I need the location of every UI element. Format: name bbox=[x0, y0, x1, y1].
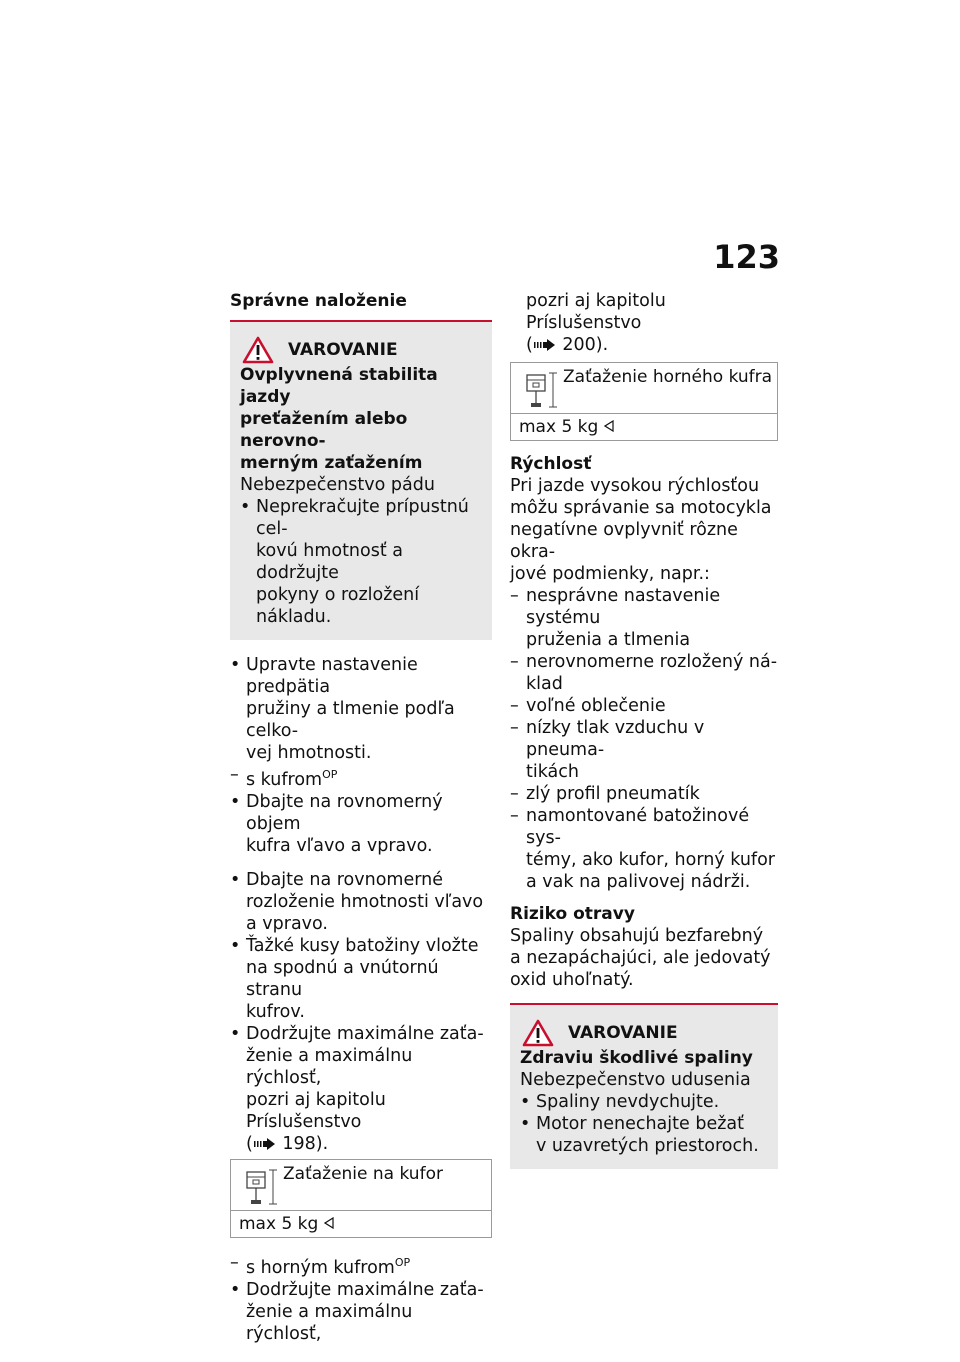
item-line: témy, ako kufor, horný kufor bbox=[526, 850, 775, 870]
text-line: jové podmienky, napr.: bbox=[510, 564, 710, 584]
poison-text bbox=[510, 925, 778, 991]
spec-value bbox=[231, 1211, 491, 1237]
warning-bullet: • Motor nenechajte bežať v uzavretých priestoroch. bbox=[520, 1113, 768, 1157]
item-line: pružiny a tlmenie podľa celko- bbox=[246, 699, 455, 741]
text-line: Spaliny obsahujú bezfarebný bbox=[510, 926, 764, 946]
warning-triangle-icon bbox=[242, 336, 274, 364]
condition-item: – nízky tlak vzduchu v pneuma- tikách bbox=[510, 717, 778, 783]
page-reference[interactable]: ( 200). bbox=[526, 335, 609, 355]
list-item: • Ťažké kusy batožiny vložte na spodnú a vnútornú stranu kufrov. bbox=[230, 935, 492, 1023]
spec-label: Zaťaženie na kufor bbox=[283, 1163, 443, 1184]
bullet-line: Neprekračujte prípustnú cel- bbox=[256, 497, 469, 539]
condition-item: – voľné oblečenie bbox=[510, 695, 778, 717]
item-line: vej hmotnosti. bbox=[246, 743, 372, 763]
bullet-line: v uzavretých priestoroch. bbox=[536, 1136, 759, 1156]
warning-text: Nebezpečenstvo udusenia bbox=[520, 1070, 751, 1090]
item-line: zlý profil pneumatík bbox=[526, 784, 700, 804]
item-line: pruženia a tlmenia bbox=[526, 630, 691, 650]
item-line: kufra vľavo a vpravo. bbox=[246, 835, 433, 856]
item-line: kufrov. bbox=[246, 1001, 305, 1022]
item-line: pozri aj kapitolu Príslušenstvo bbox=[526, 291, 666, 333]
list-item: • Upravte nastavenie predpätia pružiny a tlmenie podľa celko- vej hmotnosti. bbox=[230, 654, 492, 764]
case-option-label: s horným kufrom bbox=[246, 1257, 395, 1278]
item-line: na spodnú a vnútornú stranu bbox=[246, 957, 439, 1000]
item-line: namontované batožinové sys- bbox=[526, 806, 750, 848]
case-option-label: s kufrom bbox=[246, 769, 323, 790]
item-line: Dbajte na rovnomerné bbox=[246, 869, 443, 890]
item-line: a vpravo. bbox=[246, 913, 328, 934]
bullet-line: Spaliny nevdychujte. bbox=[536, 1092, 720, 1112]
item-line: Ťažké kusy batožiny vložte bbox=[246, 935, 479, 956]
text-line: a nezapáchajúci, ale jedovatý bbox=[510, 948, 771, 968]
spec-value-text: max 5 kg bbox=[239, 1213, 319, 1234]
warning-bullet: • Spaliny nevdychujte. bbox=[520, 1091, 768, 1113]
warning-triangle-icon bbox=[522, 1019, 554, 1047]
condition-item: – namontované batožinové sys- témy, ako kufor, horný kufor a vak na palivovej nádrži. bbox=[510, 805, 778, 893]
item-line: nesprávne nastavenie systému bbox=[526, 586, 721, 628]
page-number: 123 bbox=[713, 238, 780, 276]
triangle-left-icon bbox=[604, 420, 614, 432]
list-item: • Dodržujte maximálne zaťa- ženie a maximálnu rýchlosť, pozri aj kapitolu Príslušenstvo ( 198). bbox=[230, 1023, 492, 1155]
triangle-left-icon bbox=[324, 1217, 334, 1229]
item-line: ženie a maximálnu rýchlosť, bbox=[246, 1045, 413, 1088]
text-line: oxid uhoľnatý. bbox=[510, 970, 634, 990]
list-item: • Dbajte na rovnomerné rozloženie hmotnosti vľavo a vpravo. bbox=[230, 869, 492, 935]
spec-label: Zaťaženie horného kufra bbox=[563, 367, 773, 387]
warning-bullet: • Neprekračujte prípustnú cel- kovú hmotnosť a dodržujte pokyny o rozložení nákladu. bbox=[240, 496, 482, 628]
item-line: ženie a maximálnu rýchlosť, bbox=[246, 1301, 413, 1344]
condition-item: – zlý profil pneumatík bbox=[510, 783, 778, 805]
item-line: rozloženie hmotnosti vľavo bbox=[246, 891, 484, 912]
item-line: pozri aj kapitolu Príslušenstvo bbox=[246, 1089, 386, 1132]
warning-box-load bbox=[230, 320, 492, 640]
warning-title: VAROVANIE bbox=[288, 340, 398, 360]
page-reference-arrow-icon bbox=[533, 339, 557, 351]
item-line: tikách bbox=[526, 762, 579, 782]
bullet-line: pokyny o rozložení nákladu. bbox=[256, 585, 420, 627]
right-column bbox=[510, 290, 778, 1169]
page-reference[interactable]: ( 198). bbox=[246, 1133, 329, 1154]
warning-bold-line: merným zaťažením bbox=[240, 453, 423, 473]
item-line: Upravte nastavenie predpätia bbox=[246, 655, 418, 697]
speed-text bbox=[510, 475, 778, 585]
item-line: Dodržujte maximálne zaťa- bbox=[246, 1023, 484, 1044]
item-line: Dodržujte maximálne zaťa- bbox=[246, 1279, 484, 1300]
warning-title: VAROVANIE bbox=[568, 1023, 678, 1043]
warning-bold-line: Ovplyvnená stabilita jazdy bbox=[240, 365, 438, 407]
optional-mark: OP bbox=[322, 768, 338, 781]
item-line: nerovnomerne rozložený ná- bbox=[526, 652, 778, 672]
item-line: Dbajte na rovnomerný objem bbox=[246, 791, 443, 834]
reference-page: 200). bbox=[562, 335, 609, 355]
page-reference-arrow-icon bbox=[253, 1138, 277, 1150]
text-line: môžu správanie sa motocykla bbox=[510, 498, 772, 518]
spec-table-top-case bbox=[510, 362, 778, 441]
case-option: – s horným kufrom$^{OP}$ bbox=[230, 1252, 411, 1278]
condition-item: – nesprávne nastavenie systému pruženia a tlmenia bbox=[510, 585, 778, 651]
item-line: klad bbox=[526, 674, 563, 694]
text-line: negatívne ovplyvniť rôzne okra- bbox=[510, 520, 738, 562]
section-heading-poison: Riziko otravy bbox=[510, 904, 635, 924]
text-line: Pri jazde vysokou rýchlosťou bbox=[510, 476, 760, 496]
list-item: • Dbajte na rovnomerný objem kufra vľavo a vpravo. bbox=[230, 791, 492, 857]
item-line: voľné oblečenie bbox=[526, 696, 666, 716]
bullet-line: Motor nenechajte bežať bbox=[536, 1114, 744, 1134]
warning-bold-line: Zdraviu škodlivé spaliny bbox=[520, 1048, 753, 1068]
spec-table-case bbox=[230, 1159, 492, 1238]
list-item-continued bbox=[510, 290, 778, 356]
spec-value bbox=[511, 414, 777, 440]
item-line: a vak na palivovej nádrži. bbox=[526, 872, 751, 892]
item-line: nízky tlak vzduchu v pneuma- bbox=[526, 718, 705, 760]
spec-value-text: max 5 kg bbox=[519, 417, 599, 437]
left-column bbox=[230, 290, 492, 1345]
reference-page: 198). bbox=[282, 1133, 329, 1154]
section-heading-loading: Správne naloženie bbox=[230, 291, 407, 311]
optional-mark: OP bbox=[394, 1255, 411, 1269]
bullet-line: kovú hmotnosť a dodržujte bbox=[256, 541, 403, 583]
luggage-weight-icon bbox=[511, 363, 563, 413]
condition-item: – nerovnomerne rozložený ná- klad bbox=[510, 652, 778, 694]
warning-bold-line: preťažením alebo nerovno- bbox=[240, 409, 408, 451]
warning-text: Nebezpečenstvo pádu bbox=[240, 475, 435, 495]
luggage-weight-icon bbox=[231, 1160, 283, 1210]
section-heading-speed: Rýchlosť bbox=[510, 454, 592, 474]
case-option: – s kufrom$^{OP}$ bbox=[230, 765, 338, 790]
list-item: • Dodržujte maximálne zaťa- ženie a maximálnu rýchlosť, bbox=[230, 1279, 492, 1345]
warning-box-exhaust bbox=[510, 1003, 778, 1169]
